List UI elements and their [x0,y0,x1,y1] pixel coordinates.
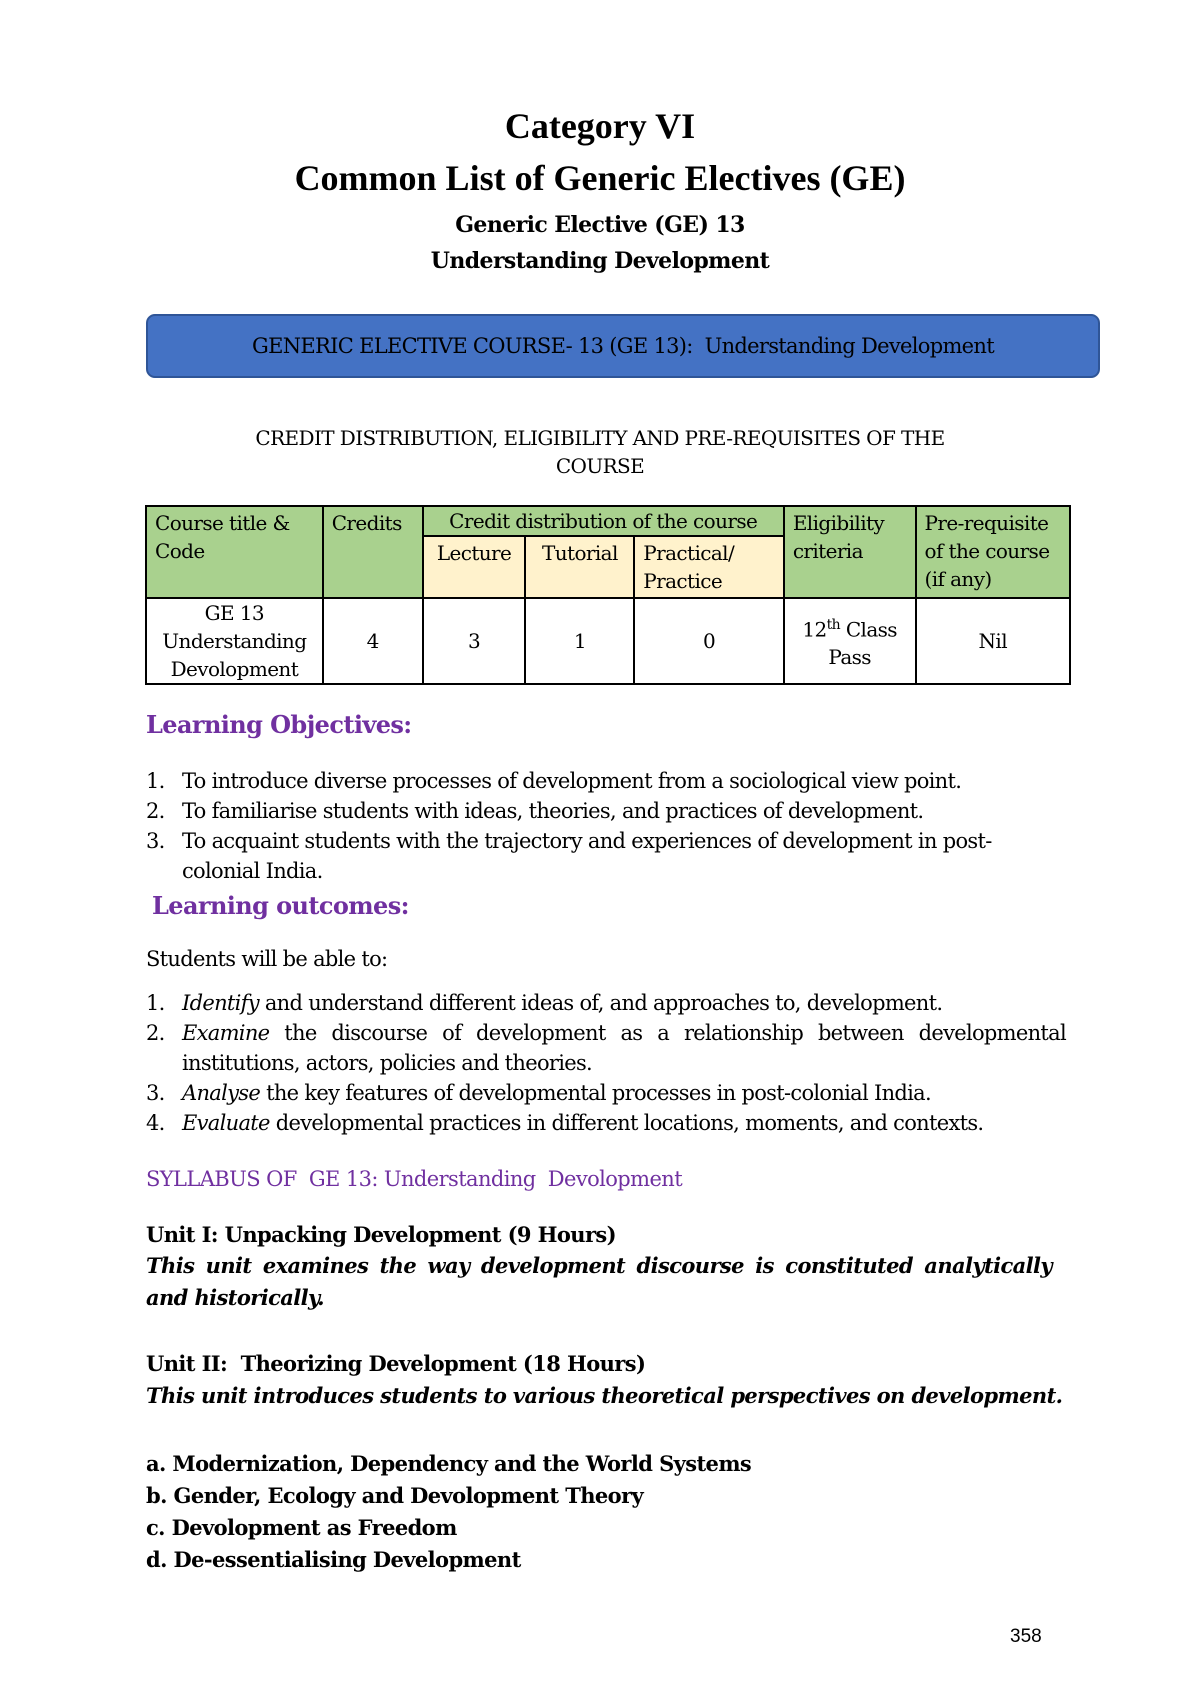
course-name-line1: Understanding [162,629,307,653]
eligibility-sup: th [826,616,841,633]
list-item [146,766,1066,796]
item-text: the key features of developmental processes in post-colonial India. [260,1081,931,1105]
list-item [146,796,1066,826]
credit-table [145,505,1071,685]
item-verb: Evaluate [182,1111,270,1135]
objectives-title: Learning Objectives: [146,710,412,739]
unit1-title: Unit I: Unpacking Development (9 Hours) [146,1222,616,1247]
credit-heading-line1: CREDIT DISTRIBUTION, ELIGIBILITY AND PRE-REQUISITES OF THE [255,426,945,450]
item-text: To introduce diverse processes of development from a sociological view point. [182,769,962,793]
unit1-description: This unit examines the way development discourse is constituted analytically and historically. [146,1253,1052,1310]
item-verb: Analyse [182,1081,261,1105]
item-verb: Examine [182,1021,270,1045]
outcomes-intro: Students will be able to: [146,947,388,971]
header-practical: Practical/ Practice [634,536,784,598]
header-credits: Credits [323,506,423,598]
course-code: GE 13 [204,601,265,625]
ge-number-heading: Generic Elective (GE) 13 [455,212,745,238]
eligibility-num: 12 [802,617,827,642]
topic-item: a. Modernization, Dependency and the World Systems [146,1451,752,1476]
header-tutorial: Tutorial [525,536,634,598]
cell-lecture: 3 [423,598,526,684]
topic-item: d. De-essentialising Development [146,1547,521,1572]
cell-practical: 0 [634,598,784,684]
header-distribution: Credit distribution of the course [423,506,784,536]
syllabus-title: SYLLABUS OF GE 13: Understanding Devolopment [146,1167,683,1191]
item-number: 2. [146,799,165,823]
item-text: To familiarise students with ideas, theories, and practices of development. [182,799,924,823]
item-number: 1. [146,991,165,1015]
item-number: 3. [146,829,165,853]
item-number: 2. [146,1021,165,1045]
list-heading: Common List of Generic Electives (GE) [294,158,906,198]
table-row [146,598,1070,684]
header-eligibility: Eligibility criteria [784,506,916,598]
cell-tutorial: 1 [525,598,634,684]
credit-heading-line2: COURSE [555,454,645,478]
cell-course-title [146,598,323,684]
cell-credits: 4 [323,598,423,684]
item-number: 3. [146,1081,165,1105]
item-text: To acquaint students with the trajectory and experiences of development in post-colonial India. [182,829,992,883]
page-number: 358 [1010,1626,1042,1647]
item-verb: Identify [182,991,259,1015]
header-prereq: Pre-requisite of the course (if any) [916,506,1070,598]
list-item [146,826,1066,886]
eligibility-rest: Class Pass [828,617,903,670]
item-number: 1. [146,769,165,793]
credit-distribution-heading [170,424,1030,480]
cell-prereq: Nil [916,598,1070,684]
list-item [146,988,1066,1018]
header-title-code: Course title & Code [146,506,323,598]
list-item [146,1108,1066,1138]
course-banner-text: GENERIC ELECTIVE COURSE- 13 (GE 13): Understanding Development [252,334,994,358]
item-text: the discourse of development as a relationship between developmental institutions, actors, policies and theories. [182,1021,1072,1075]
topic-item: b. Gender, Ecology and Devolopment Theory [146,1483,644,1508]
course-name-heading: Understanding Development [430,248,770,274]
item-text: and understand different ideas of, and approaches to, development. [258,991,943,1015]
item-number: 4. [146,1111,165,1135]
item-text: developmental practices in different locations, moments, and contexts. [269,1111,984,1135]
course-name-line2: Devolopment [170,657,299,681]
list-item [146,1078,1066,1108]
outcomes-title: Learning outcomes: [152,891,409,920]
cell-eligibility [784,598,916,684]
outcomes-list [146,988,1072,1138]
header-lecture: Lecture [423,536,526,598]
topic-item: c. Devolopment as Freedom [146,1515,457,1540]
objectives-list [146,766,1066,886]
unit2-title: Unit II: Theorizing Development (18 Hours) [146,1351,646,1376]
unit2-description: This unit introduces students to various theoretical perspectives on development. [146,1383,1063,1408]
category-heading: Category VI [504,106,696,146]
list-item [146,1018,1072,1078]
course-banner [146,314,1100,378]
